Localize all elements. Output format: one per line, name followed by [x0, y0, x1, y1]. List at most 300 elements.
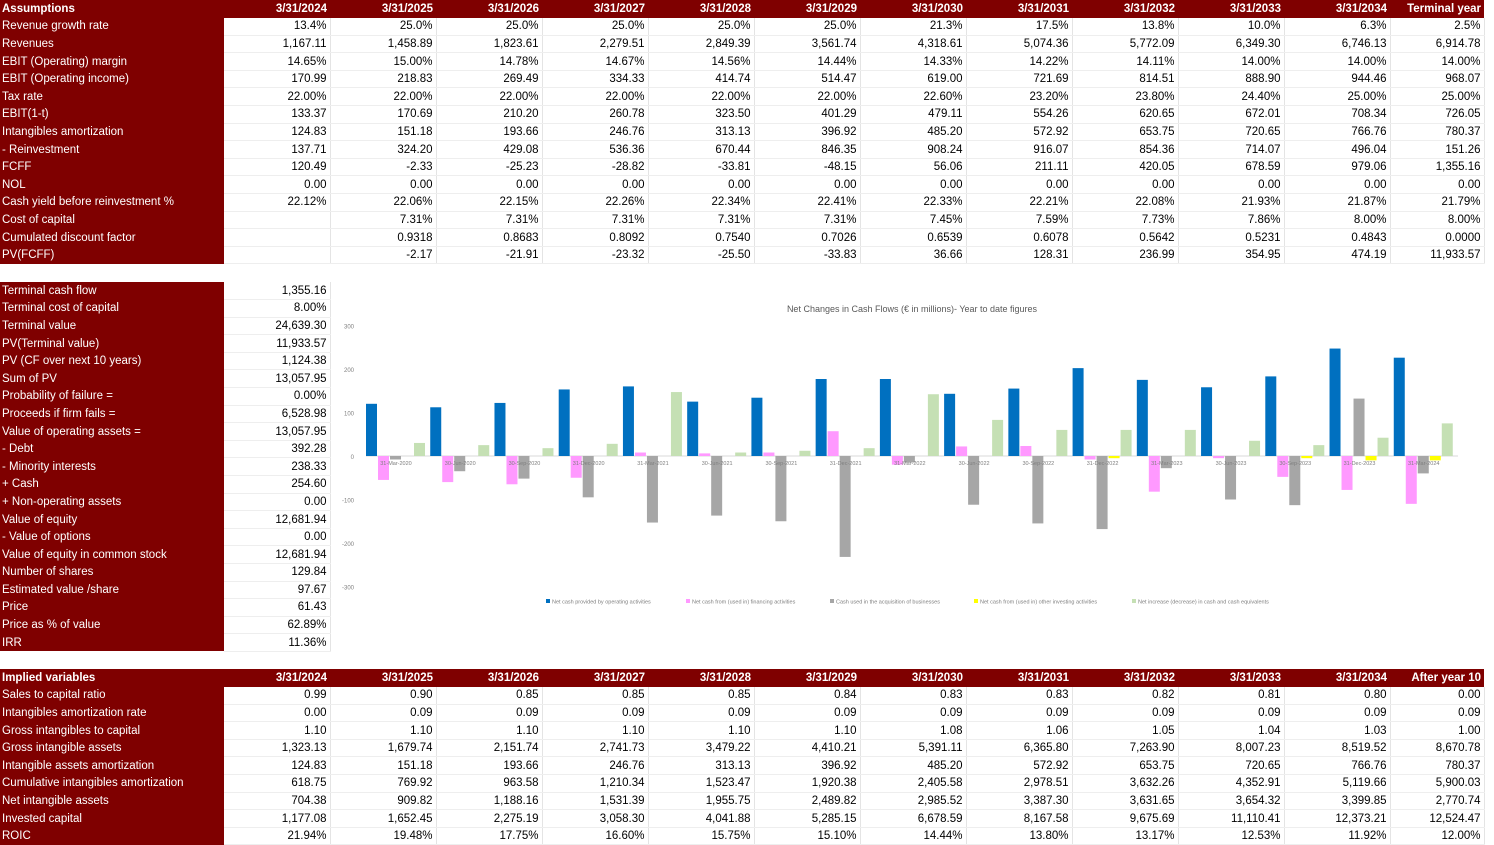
assumptions-cell[interactable]: 401.29 [754, 106, 860, 124]
assumptions-header-cell[interactable]: 3/31/2026 [436, 0, 542, 18]
implied-cell[interactable]: 2,978.51 [966, 775, 1072, 793]
assumptions-header-cell[interactable]: 3/31/2031 [966, 0, 1072, 18]
assumptions-cell[interactable]: 766.76 [1284, 123, 1390, 141]
assumptions-cell[interactable]: 0.00 [648, 176, 754, 194]
implied-cell[interactable]: 0.85 [542, 687, 648, 705]
assumptions-cell[interactable]: 14.65% [224, 53, 330, 71]
assumptions-cell[interactable]: -48.15 [754, 158, 860, 176]
assumptions-cell[interactable]: 429.08 [436, 141, 542, 159]
bar[interactable] [735, 453, 746, 456]
implied-cell[interactable]: 14.44% [860, 827, 966, 845]
valuation-row-label[interactable]: - Value of options [0, 528, 224, 546]
assumptions-cell[interactable]: 7.73% [1072, 211, 1178, 229]
implied-cell[interactable]: 0.09 [330, 704, 436, 722]
implied-cell[interactable]: 2,151.74 [436, 739, 542, 757]
implied-header-cell[interactable]: Implied variables [0, 669, 224, 687]
valuation-row-label[interactable]: Value of equity in common stock [0, 546, 224, 564]
valuation-row-label[interactable]: Terminal cash flow [0, 282, 224, 300]
implied-header-cell[interactable]: 3/31/2024 [224, 669, 330, 687]
assumptions-cell[interactable]: 334.33 [542, 70, 648, 88]
valuation-cell[interactable]: 13,057.95 [224, 423, 330, 441]
assumptions-cell[interactable]: 968.07 [1390, 70, 1484, 88]
implied-cell[interactable]: 0.83 [860, 687, 966, 705]
assumptions-cell[interactable]: 269.49 [436, 70, 542, 88]
implied-cell[interactable]: 0.85 [436, 687, 542, 705]
assumptions-cell[interactable]: 420.05 [1072, 158, 1178, 176]
assumptions-cell[interactable]: 14.56% [648, 53, 754, 71]
assumptions-cell[interactable]: -2.17 [330, 246, 436, 264]
assumptions-cell[interactable]: 0.8683 [436, 229, 542, 247]
implied-cell[interactable]: 3,654.32 [1178, 792, 1284, 810]
valuation-row-label[interactable]: Value of equity [0, 511, 224, 529]
assumptions-row-label[interactable]: PV(FCFF) [0, 246, 224, 264]
assumptions-cell[interactable]: 324.20 [330, 141, 436, 159]
implied-cell[interactable]: 0.84 [754, 687, 860, 705]
assumptions-cell[interactable]: 720.65 [1178, 123, 1284, 141]
assumptions-cell[interactable]: 22.12% [224, 194, 330, 212]
valuation-cell[interactable]: 0.00 [224, 493, 330, 511]
implied-cell[interactable]: 780.37 [1390, 757, 1484, 775]
implied-cell[interactable]: 766.76 [1284, 757, 1390, 775]
implied-cell[interactable]: 1.10 [224, 722, 330, 740]
assumptions-cell[interactable]: 888.90 [1178, 70, 1284, 88]
implied-cell[interactable]: 0.09 [648, 704, 754, 722]
implied-cell[interactable]: 124.83 [224, 757, 330, 775]
assumptions-cell[interactable]: 5,074.36 [966, 35, 1072, 53]
assumptions-cell[interactable] [224, 246, 330, 264]
implied-header-cell[interactable]: 3/31/2030 [860, 669, 966, 687]
assumptions-cell[interactable]: 13.8% [1072, 18, 1178, 36]
bar[interactable] [763, 453, 774, 456]
assumptions-cell[interactable]: 25.00% [1284, 88, 1390, 106]
assumptions-cell[interactable]: 313.13 [648, 123, 754, 141]
valuation-cell[interactable]: 62.89% [224, 616, 330, 634]
implied-cell[interactable]: 1.04 [1178, 722, 1284, 740]
assumptions-cell[interactable]: 14.33% [860, 53, 966, 71]
assumptions-cell[interactable]: 8.00% [1284, 211, 1390, 229]
valuation-row-label[interactable]: IRR [0, 634, 224, 652]
assumptions-cell[interactable]: 474.19 [1284, 246, 1390, 264]
bar[interactable] [1137, 380, 1148, 456]
valuation-cell[interactable]: 0.00 [224, 528, 330, 546]
bar[interactable] [1442, 423, 1453, 456]
implied-cell[interactable]: 1,210.34 [542, 775, 648, 793]
assumptions-cell[interactable]: -33.83 [754, 246, 860, 264]
assumptions-row-label[interactable]: Intangibles amortization [0, 123, 224, 141]
valuation-cell[interactable]: 97.67 [224, 581, 330, 599]
valuation-cell[interactable]: 254.60 [224, 476, 330, 494]
assumptions-cell[interactable]: 137.71 [224, 141, 330, 159]
implied-cell[interactable]: 653.75 [1072, 757, 1178, 775]
assumptions-cell[interactable]: -25.23 [436, 158, 542, 176]
assumptions-header-cell[interactable]: 3/31/2027 [542, 0, 648, 18]
bar[interactable] [840, 456, 851, 557]
assumptions-cell[interactable]: -25.50 [648, 246, 754, 264]
assumptions-cell[interactable]: 22.26% [542, 194, 648, 212]
assumptions-cell[interactable]: 7.31% [436, 211, 542, 229]
assumptions-cell[interactable]: 7.31% [754, 211, 860, 229]
implied-cell[interactable]: 8,519.52 [1284, 739, 1390, 757]
assumptions-cell[interactable]: 246.76 [542, 123, 648, 141]
assumptions-cell[interactable]: 14.00% [1284, 53, 1390, 71]
assumptions-cell[interactable]: 4,318.61 [860, 35, 966, 53]
assumptions-cell[interactable]: 619.00 [860, 70, 966, 88]
valuation-cell[interactable]: 392.28 [224, 440, 330, 458]
assumptions-cell[interactable]: 0.00 [1072, 176, 1178, 194]
implied-cell[interactable]: 313.13 [648, 757, 754, 775]
assumptions-cell[interactable]: 22.06% [330, 194, 436, 212]
assumptions-cell[interactable]: 944.46 [1284, 70, 1390, 88]
assumptions-cell[interactable]: 120.49 [224, 158, 330, 176]
implied-cell[interactable]: 1.00 [1390, 722, 1484, 740]
assumptions-cell[interactable]: 193.66 [436, 123, 542, 141]
assumptions-cell[interactable]: 22.08% [1072, 194, 1178, 212]
implied-cell[interactable]: 1.05 [1072, 722, 1178, 740]
assumptions-cell[interactable]: 396.92 [754, 123, 860, 141]
assumptions-cell[interactable]: 323.50 [648, 106, 754, 124]
assumptions-cell[interactable]: 22.00% [436, 88, 542, 106]
assumptions-cell[interactable]: 15.00% [330, 53, 436, 71]
valuation-cell[interactable]: 12,681.94 [224, 546, 330, 564]
implied-cell[interactable]: 8,670.78 [1390, 739, 1484, 757]
assumptions-cell[interactable]: 7.31% [648, 211, 754, 229]
valuation-row-label[interactable]: + Non-operating assets [0, 493, 224, 511]
assumptions-cell[interactable]: -28.82 [542, 158, 648, 176]
assumptions-cell[interactable]: 0.9318 [330, 229, 436, 247]
bar[interactable] [366, 404, 377, 456]
implied-cell[interactable]: 19.48% [330, 827, 436, 845]
implied-cell[interactable]: 193.66 [436, 757, 542, 775]
assumptions-cell[interactable]: 22.00% [648, 88, 754, 106]
implied-cell[interactable]: 1.10 [330, 722, 436, 740]
assumptions-cell[interactable]: -2.33 [330, 158, 436, 176]
implied-cell[interactable]: 720.65 [1178, 757, 1284, 775]
implied-cell[interactable]: 2,741.73 [542, 739, 648, 757]
assumptions-cell[interactable]: 10.0% [1178, 18, 1284, 36]
assumptions-cell[interactable]: 0.7540 [648, 229, 754, 247]
implied-cell[interactable]: 5,119.66 [1284, 775, 1390, 793]
assumptions-row-label[interactable]: EBIT (Operating) margin [0, 53, 224, 71]
implied-cell[interactable]: 0.09 [542, 704, 648, 722]
assumptions-cell[interactable]: 0.5231 [1178, 229, 1284, 247]
implied-cell[interactable]: 1,188.16 [436, 792, 542, 810]
assumptions-row-label[interactable]: - Reinvestment [0, 141, 224, 159]
assumptions-cell[interactable]: 21.93% [1178, 194, 1284, 212]
implied-cell[interactable]: 2,985.52 [860, 792, 966, 810]
bar[interactable] [1249, 441, 1260, 456]
implied-cell[interactable]: 0.09 [860, 704, 966, 722]
implied-row-label[interactable]: Intangibles amortization rate [0, 704, 224, 722]
implied-cell[interactable]: 12,524.47 [1390, 810, 1484, 828]
implied-header-cell[interactable]: 3/31/2029 [754, 669, 860, 687]
bar[interactable] [1378, 438, 1389, 456]
assumptions-row-label[interactable]: Cost of capital [0, 211, 224, 229]
implied-cell[interactable]: 4,352.91 [1178, 775, 1284, 793]
bar[interactable] [1394, 358, 1405, 456]
assumptions-cell[interactable]: 7.86% [1178, 211, 1284, 229]
assumptions-cell[interactable]: 236.99 [1072, 246, 1178, 264]
assumptions-cell[interactable]: 780.37 [1390, 123, 1484, 141]
valuation-cell[interactable]: 238.33 [224, 458, 330, 476]
bar[interactable] [1265, 376, 1276, 456]
assumptions-cell[interactable]: 726.05 [1390, 106, 1484, 124]
implied-cell[interactable]: 6,365.80 [966, 739, 1072, 757]
valuation-row-label[interactable]: Value of operating assets = [0, 423, 224, 441]
assumptions-cell[interactable]: 0.7026 [754, 229, 860, 247]
assumptions-cell[interactable]: 25.0% [330, 18, 436, 36]
assumptions-cell[interactable]: 2,279.51 [542, 35, 648, 53]
valuation-row-label[interactable]: Sum of PV [0, 370, 224, 388]
assumptions-cell[interactable]: 2.5% [1390, 18, 1484, 36]
assumptions-cell[interactable]: 0.00 [1178, 176, 1284, 194]
assumptions-row-label[interactable]: EBIT(1-t) [0, 106, 224, 124]
assumptions-cell[interactable]: 721.69 [966, 70, 1072, 88]
assumptions-cell[interactable]: 3,561.74 [754, 35, 860, 53]
assumptions-row-label[interactable]: Cash yield before reinvestment % [0, 194, 224, 212]
assumptions-cell[interactable]: 124.83 [224, 123, 330, 141]
assumptions-row-label[interactable]: NOL [0, 176, 224, 194]
implied-cell[interactable]: 485.20 [860, 757, 966, 775]
assumptions-cell[interactable]: 0.00 [224, 176, 330, 194]
assumptions-cell[interactable]: 25.0% [436, 18, 542, 36]
bar[interactable] [494, 403, 505, 456]
implied-row-label[interactable]: Intangible assets amortization [0, 757, 224, 775]
assumptions-cell[interactable]: 572.92 [966, 123, 1072, 141]
assumptions-cell[interactable]: 5,772.09 [1072, 35, 1178, 53]
bar[interactable] [1301, 456, 1312, 458]
assumptions-cell[interactable] [224, 229, 330, 247]
implied-cell[interactable]: 0.80 [1284, 687, 1390, 705]
assumptions-cell[interactable]: 6,914.78 [1390, 35, 1484, 53]
implied-row-label[interactable]: ROIC [0, 827, 224, 845]
valuation-row-label[interactable]: - Debt [0, 440, 224, 458]
bar[interactable] [828, 431, 839, 456]
assumptions-cell[interactable]: 25.00% [1390, 88, 1484, 106]
bar[interactable] [1354, 399, 1365, 456]
bar[interactable] [1008, 389, 1019, 456]
valuation-row-label[interactable]: Number of shares [0, 564, 224, 582]
assumptions-cell[interactable]: 0.00 [542, 176, 648, 194]
assumptions-cell[interactable]: 22.00% [330, 88, 436, 106]
valuation-cell[interactable]: 6,528.98 [224, 405, 330, 423]
assumptions-header-cell[interactable]: 3/31/2030 [860, 0, 966, 18]
assumptions-cell[interactable]: 25.0% [648, 18, 754, 36]
implied-cell[interactable]: 11,110.41 [1178, 810, 1284, 828]
assumptions-cell[interactable]: 22.00% [224, 88, 330, 106]
assumptions-cell[interactable]: 979.06 [1284, 158, 1390, 176]
valuation-row-label[interactable]: - Minority interests [0, 458, 224, 476]
assumptions-cell[interactable]: 170.99 [224, 70, 330, 88]
implied-row-label[interactable]: Invested capital [0, 810, 224, 828]
implied-header-cell[interactable]: 3/31/2032 [1072, 669, 1178, 687]
bar[interactable] [1201, 387, 1212, 456]
bar[interactable] [1330, 349, 1341, 456]
implied-cell[interactable]: 6,678.59 [860, 810, 966, 828]
implied-cell[interactable]: 0.99 [224, 687, 330, 705]
implied-cell[interactable]: 5,391.11 [860, 739, 966, 757]
implied-row-label[interactable]: Gross intangibles to capital [0, 722, 224, 740]
implied-cell[interactable]: 0.83 [966, 687, 1072, 705]
valuation-row-label[interactable]: Price [0, 599, 224, 617]
bar[interactable] [1213, 456, 1224, 458]
bar[interactable] [1366, 456, 1377, 460]
assumptions-cell[interactable]: 0.00 [860, 176, 966, 194]
bar[interactable] [378, 456, 389, 480]
assumptions-cell[interactable]: 22.60% [860, 88, 966, 106]
assumptions-cell[interactable]: 7.59% [966, 211, 1072, 229]
assumptions-cell[interactable]: -23.32 [542, 246, 648, 264]
bar[interactable] [1185, 430, 1196, 456]
implied-header-cell[interactable]: 3/31/2027 [542, 669, 648, 687]
assumptions-cell[interactable]: 714.07 [1178, 141, 1284, 159]
implied-cell[interactable]: 2,770.74 [1390, 792, 1484, 810]
implied-cell[interactable]: 17.75% [436, 827, 542, 845]
assumptions-cell[interactable]: -33.81 [648, 158, 754, 176]
implied-cell[interactable]: 1.10 [436, 722, 542, 740]
assumptions-header-cell[interactable]: 3/31/2034 [1284, 0, 1390, 18]
implied-header-cell[interactable]: After year 10 [1390, 669, 1484, 687]
assumptions-cell[interactable]: 210.20 [436, 106, 542, 124]
bar[interactable] [928, 394, 939, 456]
implied-cell[interactable]: 1,679.74 [330, 739, 436, 757]
assumptions-cell[interactable]: 0.00 [966, 176, 1072, 194]
bar[interactable] [635, 453, 646, 456]
valuation-row-label[interactable]: Proceeds if firm fails = [0, 405, 224, 423]
implied-header-cell[interactable]: 3/31/2033 [1178, 669, 1284, 687]
bar[interactable] [542, 448, 553, 456]
assumptions-cell[interactable]: 14.00% [1178, 53, 1284, 71]
bar[interactable] [944, 394, 955, 456]
assumptions-cell[interactable]: 814.51 [1072, 70, 1178, 88]
implied-cell[interactable]: 21.94% [224, 827, 330, 845]
implied-cell[interactable]: 2,275.19 [436, 810, 542, 828]
implied-cell[interactable]: 3,631.65 [1072, 792, 1178, 810]
bar[interactable] [1056, 430, 1067, 456]
bar[interactable] [1121, 430, 1132, 456]
implied-cell[interactable]: 2,489.82 [754, 792, 860, 810]
implied-header-cell[interactable]: 3/31/2028 [648, 669, 754, 687]
implied-cell[interactable]: 9,675.69 [1072, 810, 1178, 828]
assumptions-cell[interactable]: 11,933.57 [1390, 246, 1484, 264]
implied-cell[interactable]: 1.08 [860, 722, 966, 740]
assumptions-cell[interactable]: 0.8092 [542, 229, 648, 247]
bar[interactable] [699, 453, 710, 456]
implied-cell[interactable]: 0.09 [436, 704, 542, 722]
assumptions-cell[interactable] [224, 211, 330, 229]
assumptions-cell[interactable]: 1,458.89 [330, 35, 436, 53]
valuation-cell[interactable]: 1,124.38 [224, 352, 330, 370]
assumptions-cell[interactable]: 14.67% [542, 53, 648, 71]
implied-cell[interactable]: 12,373.21 [1284, 810, 1390, 828]
assumptions-cell[interactable]: 908.24 [860, 141, 966, 159]
assumptions-cell[interactable]: 21.87% [1284, 194, 1390, 212]
assumptions-cell[interactable]: 128.31 [966, 246, 1072, 264]
implied-cell[interactable]: 1.10 [754, 722, 860, 740]
implied-header-cell[interactable]: 3/31/2025 [330, 669, 436, 687]
bar[interactable] [799, 451, 810, 456]
bar[interactable] [956, 446, 967, 456]
valuation-cell[interactable]: 129.84 [224, 564, 330, 582]
assumptions-cell[interactable]: 1,355.16 [1390, 158, 1484, 176]
implied-cell[interactable]: 1.10 [648, 722, 754, 740]
assumptions-cell[interactable]: 0.6078 [966, 229, 1072, 247]
assumptions-row-label[interactable]: Cumulated discount factor [0, 229, 224, 247]
assumptions-cell[interactable]: 536.36 [542, 141, 648, 159]
bar[interactable] [1313, 445, 1324, 456]
valuation-cell[interactable]: 12,681.94 [224, 511, 330, 529]
assumptions-cell[interactable]: 6,746.13 [1284, 35, 1390, 53]
implied-cell[interactable]: 0.09 [1178, 704, 1284, 722]
assumptions-cell[interactable]: 0.00 [436, 176, 542, 194]
assumptions-cell[interactable]: 0.00 [330, 176, 436, 194]
implied-cell[interactable]: 1,523.47 [648, 775, 754, 793]
assumptions-row-label[interactable]: Tax rate [0, 88, 224, 106]
bar[interactable] [478, 445, 489, 456]
implied-cell[interactable]: 151.18 [330, 757, 436, 775]
implied-cell[interactable]: 5,900.03 [1390, 775, 1484, 793]
implied-cell[interactable]: 704.38 [224, 792, 330, 810]
assumptions-header-cell[interactable]: Terminal year [1390, 0, 1484, 18]
implied-cell[interactable]: 1,323.13 [224, 739, 330, 757]
bar[interactable] [687, 402, 698, 456]
implied-cell[interactable]: 1.10 [542, 722, 648, 740]
assumptions-cell[interactable]: 17.5% [966, 18, 1072, 36]
implied-cell[interactable]: 1,955.75 [648, 792, 754, 810]
valuation-row-label[interactable]: + Cash [0, 476, 224, 494]
assumptions-cell[interactable]: 22.15% [436, 194, 542, 212]
assumptions-cell[interactable]: 14.00% [1390, 53, 1484, 71]
assumptions-cell[interactable]: 151.26 [1390, 141, 1484, 159]
assumptions-header-cell[interactable]: 3/31/2029 [754, 0, 860, 18]
implied-cell[interactable]: 8,167.58 [966, 810, 1072, 828]
assumptions-cell[interactable]: 678.59 [1178, 158, 1284, 176]
implied-cell[interactable]: 0.82 [1072, 687, 1178, 705]
assumptions-cell[interactable]: 23.80% [1072, 88, 1178, 106]
valuation-cell[interactable]: 1,355.16 [224, 282, 330, 300]
assumptions-header-cell[interactable]: 3/31/2024 [224, 0, 330, 18]
assumptions-cell[interactable]: 0.6539 [860, 229, 966, 247]
implied-cell[interactable]: 1,177.08 [224, 810, 330, 828]
implied-cell[interactable]: 963.58 [436, 775, 542, 793]
implied-cell[interactable]: 13.17% [1072, 827, 1178, 845]
assumptions-cell[interactable]: 133.37 [224, 106, 330, 124]
assumptions-row-label[interactable]: Revenues [0, 35, 224, 53]
bar[interactable] [518, 456, 529, 479]
valuation-cell[interactable]: 11,933.57 [224, 335, 330, 353]
valuation-row-label[interactable]: Probability of failure = [0, 388, 224, 406]
assumptions-cell[interactable]: 1,167.11 [224, 35, 330, 53]
implied-cell[interactable]: 3,479.22 [648, 739, 754, 757]
implied-header-cell[interactable]: 3/31/2034 [1284, 669, 1390, 687]
assumptions-header-cell[interactable]: Assumptions [0, 0, 224, 18]
assumptions-cell[interactable]: 36.66 [860, 246, 966, 264]
bar[interactable] [671, 392, 682, 456]
implied-cell[interactable]: 12.53% [1178, 827, 1284, 845]
implied-cell[interactable]: 12.00% [1390, 827, 1484, 845]
bar[interactable] [1430, 456, 1441, 460]
bar[interactable] [1073, 368, 1084, 456]
implied-cell[interactable]: 3,632.26 [1072, 775, 1178, 793]
assumptions-cell[interactable]: 21.79% [1390, 194, 1484, 212]
implied-cell[interactable]: 0.85 [648, 687, 754, 705]
implied-cell[interactable]: 1.06 [966, 722, 1072, 740]
assumptions-cell[interactable]: 708.34 [1284, 106, 1390, 124]
implied-cell[interactable]: 909.82 [330, 792, 436, 810]
assumptions-cell[interactable]: 14.78% [436, 53, 542, 71]
assumptions-cell[interactable]: 653.75 [1072, 123, 1178, 141]
assumptions-cell[interactable]: 846.35 [754, 141, 860, 159]
assumptions-cell[interactable]: 514.47 [754, 70, 860, 88]
